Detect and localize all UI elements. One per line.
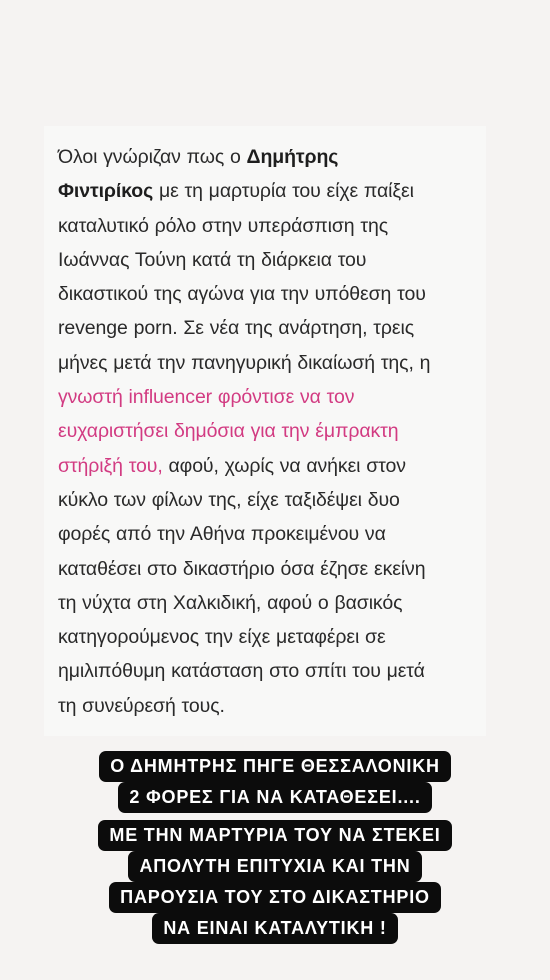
article-line: δικαστικού της αγώνα για την υπόθεση του [58, 283, 426, 306]
article-text-segment: αφού, χωρίς να ανήκει στον [162, 454, 406, 477]
highlighted-link-line[interactable]: γνωστή influencer φρόντισε να τον [58, 386, 355, 409]
article-line: τη συνεύρεσή τους. [58, 694, 225, 717]
article-text-segment: Όλοι γνώριζαν πως ο [58, 146, 247, 168]
caption-line: 2 ΦΟΡΕΣ ΓΙΑ ΝΑ ΚΑΤΑΘΕΣΕΙ.... [118, 782, 431, 813]
person-name-bold: Δημήτρης [246, 146, 339, 168]
article-text-segment: με τη μαρτυρία του είχε παίξει [153, 180, 414, 203]
story-caption-first [0, 751, 550, 813]
article-line: κατηγορούμενος την είχε μεταφέρει σε [58, 626, 386, 649]
caption-line: ΝΑ ΕΙΝΑΙ ΚΑΤΑΛΥΤΙΚΗ ! [152, 913, 397, 944]
article-line [58, 449, 478, 483]
caption-line: Ο ΔΗΜΗΤΡΗΣ ΠΗΓΕ ΘΕΣΣΑΛΟΝΙΚΗ [99, 751, 451, 782]
article-line: καταθέσει στο δικαστήριο όσα έζησε εκείνη [58, 557, 426, 580]
caption-line: ΑΠΟΛΥΤΗ ΕΠΙΤΥΧΙΑ ΚΑΙ ΤΗΝ [128, 851, 421, 882]
article-line [58, 174, 478, 208]
article-line: καταλυτικό ρόλο στην υπεράσπιση της [58, 214, 389, 237]
article-line [58, 140, 478, 174]
story-caption-second [0, 820, 550, 944]
caption-line: ΜΕ ΤΗΝ ΜΑΡΤΥΡΙΑ ΤΟΥ ΝΑ ΣΤΕΚΕΙ [98, 820, 451, 851]
article-text [58, 140, 478, 723]
caption-line: ΠΑΡΟΥΣΙΑ ΤΟΥ ΣΤΟ ΔΙΚΑΣΤΗΡΙΟ [109, 882, 441, 913]
highlighted-link-line[interactable]: ευχαριστήσει δημόσια για την έμπρακτη [58, 420, 399, 443]
highlighted-link-segment[interactable]: στήριξή του, [58, 454, 163, 477]
article-line: revenge porn. Σε νέα της ανάρτηση, τρεις [58, 317, 415, 340]
article-line: Ιωάννας Τούνη κατά τη διάρκεια του [58, 248, 367, 271]
article-line: μήνες μετά την πανηγυρική δικαίωσή της, η [58, 351, 431, 374]
person-surname-bold: Φιντιρίκος [58, 180, 154, 203]
article-line: φορές από την Αθήνα προκειμένου να [58, 523, 386, 546]
article-line: ημιλιπόθυμη κατάσταση στο σπίτι του μετά [58, 660, 425, 683]
article-line: τη νύχτα στη Χαλκιδική, αφού ο βασικός [58, 591, 403, 614]
article-line: κύκλο των φίλων της, είχε ταξιδέψει δυο [58, 488, 400, 511]
